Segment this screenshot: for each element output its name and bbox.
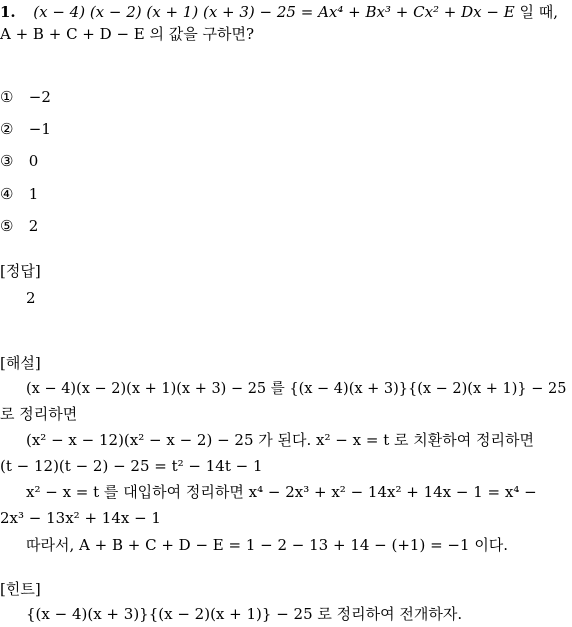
hint-text: {(x − 4)(x + 3)}{(x − 2)(x + 1)} − 25 로 정리하여 전개하자. xyxy=(26,605,463,623)
choice-2-value: −1 xyxy=(28,120,51,138)
choice-4[interactable] xyxy=(0,184,38,204)
choice-3-value: 0 xyxy=(28,152,39,170)
answer-header: [정답] xyxy=(0,262,41,280)
explanation-line-5: x² − x = t 를 대입하여 정리하면 x⁴ − 2x³ + x² − 14x² + 14x − 1 = x⁴ − xyxy=(26,483,537,501)
explanation-line-1: (x − 4)(x − 2)(x + 1)(x + 3) − 25 를 {(x − 4)(x + 3)}{(x − 2)(x + 1)} − 25 xyxy=(26,381,567,397)
question-number: 1. xyxy=(0,3,16,21)
choice-5-mark: ⑤ xyxy=(0,217,14,235)
explanation-line-4: (t − 12)(t − 2) − 25 = t² − 14t − 1 xyxy=(0,457,263,475)
explanation-header: [해설] xyxy=(0,354,41,372)
explanation-line-2: 로 정리하면 xyxy=(0,405,78,423)
choice-3-mark: ③ xyxy=(0,152,14,170)
choice-5-value: 2 xyxy=(28,217,39,235)
question-line-1 xyxy=(0,2,558,22)
choice-1[interactable] xyxy=(0,87,51,107)
explanation-line-7: 따라서, A + B + C + D − E = 1 − 2 − 13 + 14 − (+1) = −1 이다. xyxy=(26,536,509,554)
choice-5[interactable] xyxy=(0,216,38,236)
choice-4-mark: ④ xyxy=(0,185,14,203)
choice-2-mark: ② xyxy=(0,120,14,138)
explanation-line-6: 2x³ − 13x² + 14x − 1 xyxy=(0,509,161,527)
choice-2[interactable] xyxy=(0,119,51,139)
hint-header: [힌트] xyxy=(0,580,41,598)
choice-4-value: 1 xyxy=(28,185,39,203)
choice-1-mark: ① xyxy=(0,88,14,106)
question-expression: (x − 4) (x − 2) (x + 1) (x + 3) − 25 = Ax⁴ + Bx³ + Cx² + Dx − E xyxy=(33,3,515,21)
question-line-1-tail: 일 때, xyxy=(514,3,558,21)
choice-3[interactable] xyxy=(0,151,38,171)
answer-value: 2 xyxy=(26,289,36,307)
choice-1-value: −2 xyxy=(28,88,51,106)
explanation-line-3: (x² − x − 12)(x² − x − 2) − 25 가 된다. x² − x = t 로 치환하여 정리하면 xyxy=(26,431,534,449)
question-line-2: A + B + C + D − E 의 값을 구하면? xyxy=(0,25,255,43)
